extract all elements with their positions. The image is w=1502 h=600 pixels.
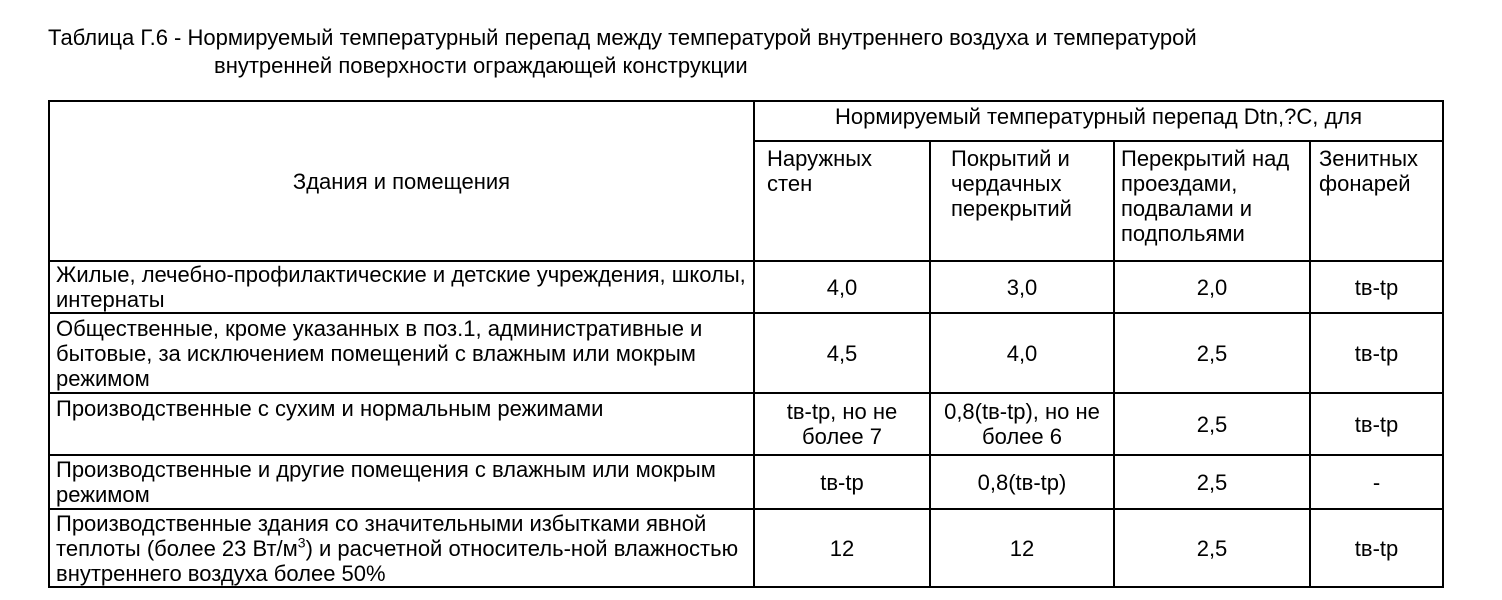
cell-value: 12 <box>930 509 1114 587</box>
cell-value: 2,5 <box>1114 313 1310 393</box>
subheader-outer-walls: Наружных стен <box>754 141 930 261</box>
table-row <box>49 261 1443 313</box>
cell-value: tв-tр <box>1310 393 1443 455</box>
cell-value: tв-tр, но не более 7 <box>754 393 930 455</box>
subheader-skylights: Зенитных фонарей <box>1310 141 1443 261</box>
cell-value: 4,5 <box>754 313 930 393</box>
row-name-part-2: ) и расчетной относитель-ной влажностью внутреннего воздуха более 50% <box>56 535 739 586</box>
cell-value: 2,5 <box>1114 455 1310 509</box>
table-caption <box>48 24 1468 80</box>
cell-value: - <box>1310 455 1443 509</box>
cell-value: 2,5 <box>1114 393 1310 455</box>
header-group: Нормируемый температурный перепад Dtn,?C, для <box>754 101 1443 141</box>
row-name: Общественные, кроме указанных в поз.1, административные и бытовые, за исключением помещений с влажным или мокрым режимом <box>49 313 754 393</box>
cell-value: tв-tр <box>1310 509 1443 587</box>
cell-value: 0,8(tв-tр), но не более 6 <box>930 393 1114 455</box>
row-name-superscript: 3 <box>297 534 306 551</box>
row-name: Жилые, лечебно-профилактические и детские учреждения, школы, интернаты <box>49 261 754 313</box>
cell-value: tв-tр <box>754 455 930 509</box>
header-buildings: Здания и помещения <box>49 101 754 261</box>
row-name <box>49 509 754 587</box>
table-row <box>49 455 1443 509</box>
cell-value: 2,0 <box>1114 261 1310 313</box>
table-row <box>49 313 1443 393</box>
row-name: Производственные с сухим и нормальным режимами <box>49 393 754 455</box>
cell-value: 0,8(tв-tр) <box>930 455 1114 509</box>
cell-value: 12 <box>754 509 930 587</box>
row-name-part-1: Производственные здания со значительными избытками явной теплоты (более 23 Вт/м <box>56 510 707 561</box>
cell-value: 3,0 <box>930 261 1114 313</box>
cell-value: 4,0 <box>754 261 930 313</box>
cell-value: 2,5 <box>1114 509 1310 587</box>
table-row <box>49 509 1443 587</box>
caption-line-1: Таблица Г.6 - Нормируемый температурный перепад между температурой внутреннего воздуха и температурой <box>48 25 1197 50</box>
cell-value: tв-tр <box>1310 313 1443 393</box>
cell-value: tв-tр <box>1310 261 1443 313</box>
cell-value: 4,0 <box>930 313 1114 393</box>
row-name: Производственные и другие помещения с влажным или мокрым режимом <box>49 455 754 509</box>
caption-line-2: внутренней поверхности ограждающей конструкции <box>214 53 748 78</box>
subheader-roofs: Покрытий и чердачных перекрытий <box>930 141 1114 261</box>
subheader-floors: Перекрытий над проездами, подвалами и подпольями <box>1114 141 1310 261</box>
norm-temperature-table <box>48 100 1444 588</box>
table-row <box>49 393 1443 455</box>
